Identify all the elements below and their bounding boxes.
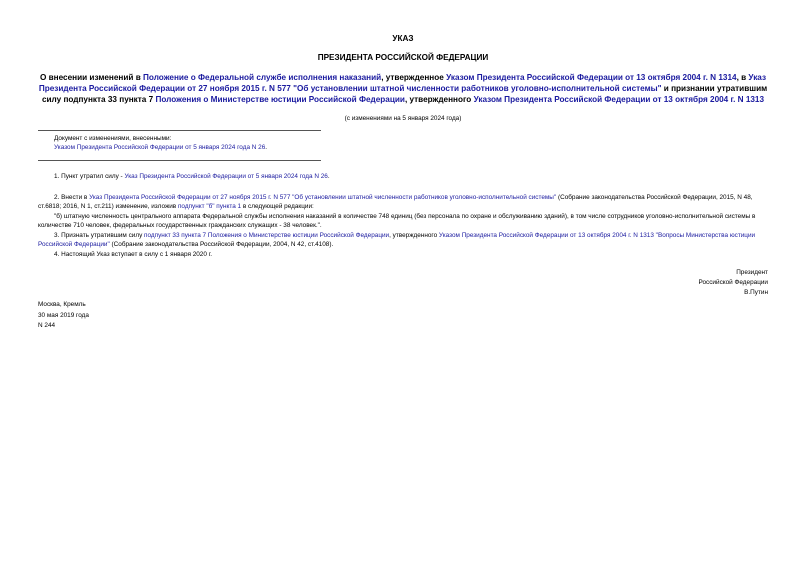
p2-link-subparagraph-b[interactable]: подпункт "б" пункта 1 <box>177 203 242 210</box>
decree-number: N 244 <box>38 322 56 329</box>
title-link-decree-1313[interactable]: Указом Президента Российской Федерации от 13 октября 2004 г. N 1313 <box>473 95 765 104</box>
p1-link-decree-26[interactable]: Указ Президента Российской Федерации от 5 января 2024 года N 26 <box>124 173 328 180</box>
title-link-decree-577[interactable]: Указ Президента Российской Федерации от 27 ноября 2015 г. N 577 "Об установлении штатной численности работников уголовно-исполнительной системы" <box>38 73 767 93</box>
p3-link-decree-1313[interactable]: Указом Президента Российской Федерации от 13 октября 2004 г. N 1313 "Вопросы Министерства юстиции Российской Федерации" <box>38 231 756 248</box>
signature-name: В.Путин <box>744 289 768 296</box>
title-link-decree-1314[interactable]: Указом Президента Российской Федерации от 13 октября 2004 г. N 1314 <box>446 73 737 82</box>
divider-top <box>38 130 321 131</box>
title-link-regulation-fsin[interactable]: Положение о Федеральной службе исполнения наказаний <box>143 73 382 82</box>
signature-title: Президент <box>736 269 768 276</box>
signature-block <box>699 268 769 298</box>
signing-place: Москва, Кремль <box>38 301 86 308</box>
revision-note: (с изменениями на 5 января 2024 года) <box>344 115 462 122</box>
place-date-block <box>38 300 89 332</box>
paragraph-4: 4. Настоящий Указ вступает в силу с 1 января 2020 г. <box>54 250 213 258</box>
issuer-heading: ПРЕЗИДЕНТА РОССИЙСКОЙ ФЕДЕРАЦИИ <box>317 53 489 62</box>
paragraph-2-quote: "б) штатную численность центрального аппарата Федеральной службы исполнения наказаний в количестве 748 единиц (без персонала по охране и обслуживанию зданий), в том числе сотрудников уголовно-исполнительной системы в количестве 710 человек, федеральных государственных гражданских служащих - 38 человек.". <box>38 212 756 229</box>
doc-type-heading: УКАЗ <box>392 34 414 43</box>
changes-link-decree-26[interactable]: Указом Президента Российской Федерации от 5 января 2024 года N 26 <box>54 144 266 151</box>
paragraph-2: 2. Внести в Указ Президента Российской Федерации от 27 ноября 2015 г. N 577 "Об установлении штатной численности работников уголовно-исполнительной системы" (Собрание законодательства Российской Федерации, 2015, N 48, ст.6818; 2016, N 1, ст.211) изменение, изложив подпункт "б" пункта 1 в следующей редакции: <box>38 193 753 210</box>
paragraph-1: 1. Пункт утратил силу - Указ Президента Российской Федерации от 5 января 2024 года N 26. <box>54 173 330 180</box>
p2-link-decree-577[interactable]: Указ Президента Российской Федерации от 27 ноября 2015 г. N 577 "Об установлении штатной численности работников уголовно-исполнительной системы" <box>89 193 557 201</box>
p3-link-subparagraph-33[interactable]: подпункт 33 пункта 7 Положения о Министерстве юстиции Российской Федерации <box>144 231 390 239</box>
signing-date: 30 мая 2019 года <box>38 311 89 319</box>
title-link-regulation-minjust[interactable]: Положения о Министерстве юстиции Российской Федерации <box>155 95 405 104</box>
changes-label: Документ с изменениями, внесенными: <box>54 135 172 142</box>
document-page <box>38 34 768 329</box>
divider-bottom <box>38 160 321 161</box>
paragraph-3: 3. Признать утратившим силу подпункт 33 пункта 7 Положения о Министерстве юстиции Российской Федерации, утвержденного Указом Президента Российской Федерации от 13 октября 2004 г. N 1313 "Вопросы Министерства юстиции Российской Федерации" (Собрание законодательства Российской Федерации, 2004, N 42, ст.4108). <box>38 231 756 248</box>
signature-country: Российской Федерации <box>698 279 768 286</box>
document-title: О внесении изменений в Положение о Федеральной службе исполнения наказаний, утвержденное Указом Президента Российской Федерации от 13 октября 2004 г. N 1314, в Указ Президента Российской Федерации от 27 ноября 2015 г. N 577 "Об установлении штатной численности работников уголовно-исполнительной системы" и признании утратившим силу подпункта 33 пункта 7 Положения о Министерстве юстиции Российской Федерации, утвержденного Указом Президента Российской Федерации от 13 октября 2004 г. N 1313 <box>38 73 768 104</box>
changes-block: Документ с изменениями, внесенными: Указом Президента Российской Федерации от 5 января 2024 года N 26. <box>54 134 768 152</box>
